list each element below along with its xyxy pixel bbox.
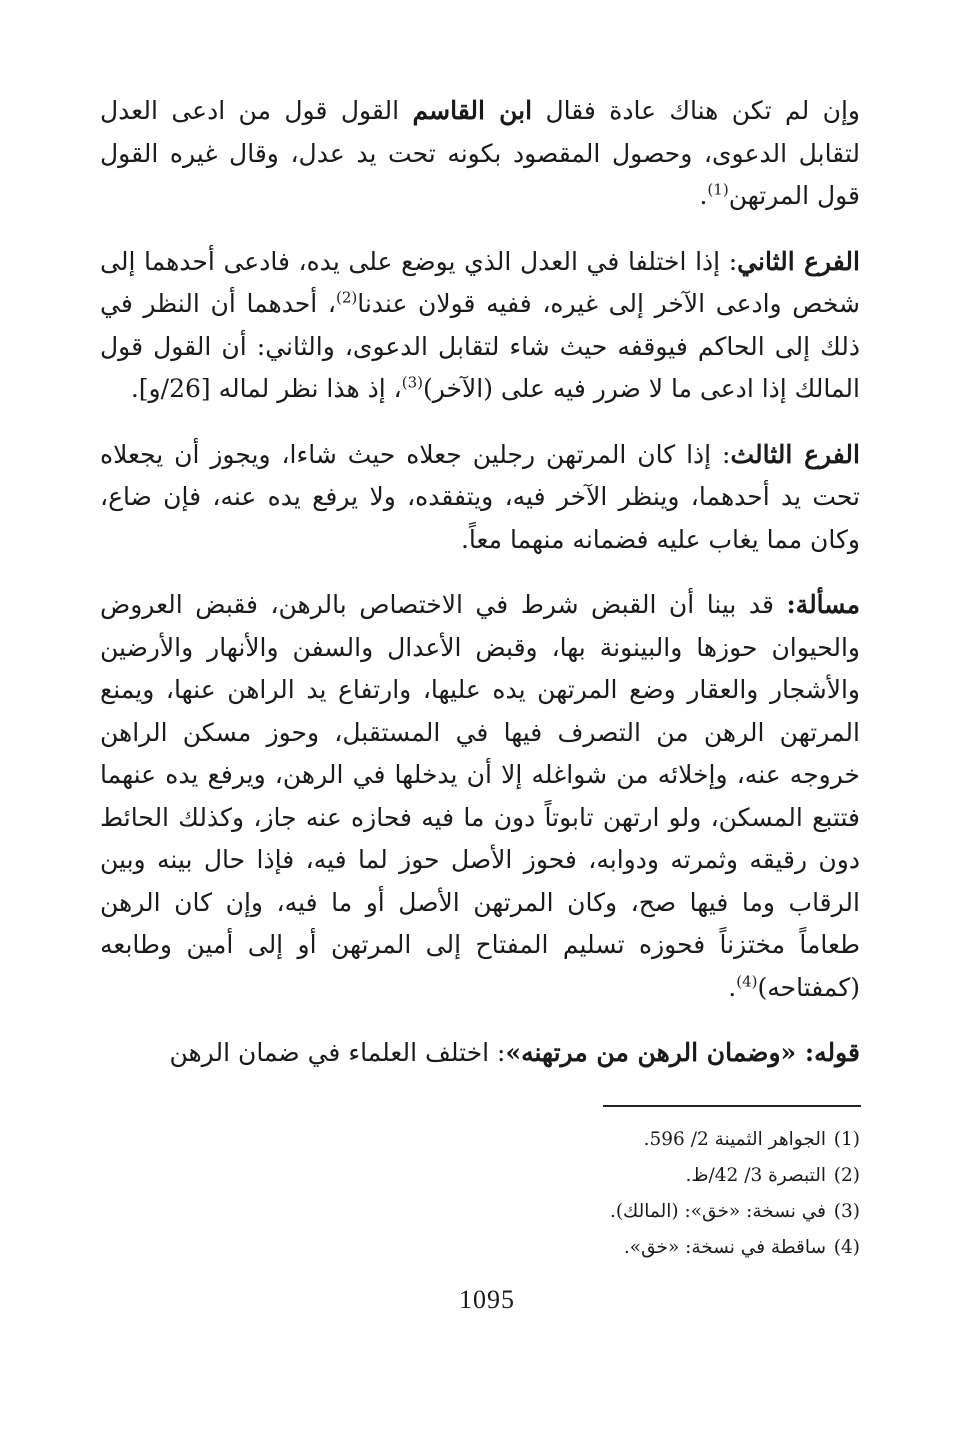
footnote-ref-3[interactable]: (3) — [401, 373, 423, 392]
paragraph-4 — [100, 584, 860, 1009]
paragraph-2-text-middle: ، أحدهما أن النظر في ذلك إلى الحاكم فيوقفه حيث شاء لتقابل الدعوى، والثاني: أن القول قول المالك إذا ادعى ما لا ضرر فيه على (الآخر) — [100, 289, 860, 403]
footnotes-list — [460, 1122, 860, 1266]
paragraph-1-bold-name: ابن القاسم — [412, 96, 533, 125]
paragraph-3-text: : إذا كان المرتهن رجلين جعلاه حيث شاءا، ويجوز أن يجعلاه تحت يد أحدهما، وينظر الآخر فيه، ويتفقده، ولا يرفع يده عنه، فإن ضاع، وكان مما يغاب عليه فضمانه منهما معاً. — [100, 439, 860, 554]
footnote-divider — [603, 1105, 861, 1107]
footnote-number: (3) — [833, 1201, 860, 1222]
paragraph-3 — [100, 434, 860, 562]
paragraph-5 — [100, 1032, 860, 1075]
paragraph-2-text-start: : إذا اختلفا في العدل الذي يوضع على يده، فادعى أحدهما إلى شخص وادعى الآخر إلى غيره، ففيه قولان عندنا — [100, 246, 860, 318]
paragraph-1-text-end: القول قول من ادعى العدل لتقابل الدعوى، وحصول المقصود بكونه تحت يد عدل، وقال غيره القول قول المرتهن — [100, 96, 860, 210]
paragraph-2-text-end: ، إذ هذا نظر لماله [26/و]. — [130, 374, 402, 403]
paragraph-2 — [100, 241, 860, 411]
paragraph-3-heading: الفرع الثالث — [730, 439, 860, 469]
paragraph-1-tail: . — [699, 181, 708, 210]
footnote-number: (4) — [833, 1237, 860, 1258]
page-number: 1095 — [459, 1285, 515, 1314]
footnote-text: في نسخة: «خق»: (المالك). — [609, 1201, 826, 1222]
footnote-text: الجواهر الثمينة 2/ 596. — [643, 1129, 826, 1150]
paragraph-4-text: قد بينا أن القبض شرط في الاختصاص بالرهن، فقبض العروض والحيوان حوزها والبينونة بها، وقبض الأعدال والسفن والأنهار والأرضين والأشجار والعقار وضع المرتهن يده عليها، وارتفاع يد الراهن عنها، ويمنع المرتهن الرهن من التصرف فيها في المستقبل، وحوز مسكن الراهن خروجه عنه، وإخلائه من شواغله إلا أن يدخلها في الرهن، ويرفع يده عنهما فتتبع المسكن، ولو ارتهن تابوتاً دون ما فيه فحازه عنه جاز، وكذلك الحائط دون رقيقه وثمرته ودوابه، فحوز الأصل حوز لما فيه، فإذا حال بينه وبين الرقاب وما فيها صح، وكان المرتهن الأصل أو ما فيه، وإن كان الرهن طعاماً مختزناً فحوزه تسليم المفتاح إلى المرتهن أو إلى أمين وطابعه (كمفتاحه) — [100, 590, 860, 1002]
footnote-item — [460, 1158, 860, 1194]
footnote-number: (2) — [833, 1165, 860, 1186]
footnote-ref-2[interactable]: (2) — [335, 288, 358, 307]
footnote-ref-1[interactable]: (1) — [707, 180, 729, 199]
main-text — [100, 90, 860, 1098]
footnote-number: (1) — [833, 1129, 860, 1150]
paragraph-1 — [100, 90, 860, 218]
paragraph-4-heading: مسألة: — [786, 590, 860, 619]
footnote-item — [460, 1230, 860, 1266]
paragraph-2-heading: الفرع الثاني — [737, 246, 860, 276]
footnote-text: ساقطة في نسخة: «خق». — [623, 1237, 826, 1258]
paragraph-5-heading: قوله: «وضمان الرهن من مرتهنه» — [505, 1038, 860, 1067]
footnote-item — [460, 1194, 860, 1230]
footnote-text: التبصرة 3/ 42/ظ. — [685, 1165, 826, 1186]
footnote-item — [460, 1122, 860, 1158]
footnote-ref-4[interactable]: (4) — [736, 972, 758, 991]
paragraph-4-tail: . — [728, 972, 737, 1002]
paragraph-5-text: : اختلف العلماء في ضمان الرهن — [169, 1038, 506, 1067]
paragraph-1-text-start: وإن لم تكن هناك عادة فقال — [532, 96, 860, 125]
